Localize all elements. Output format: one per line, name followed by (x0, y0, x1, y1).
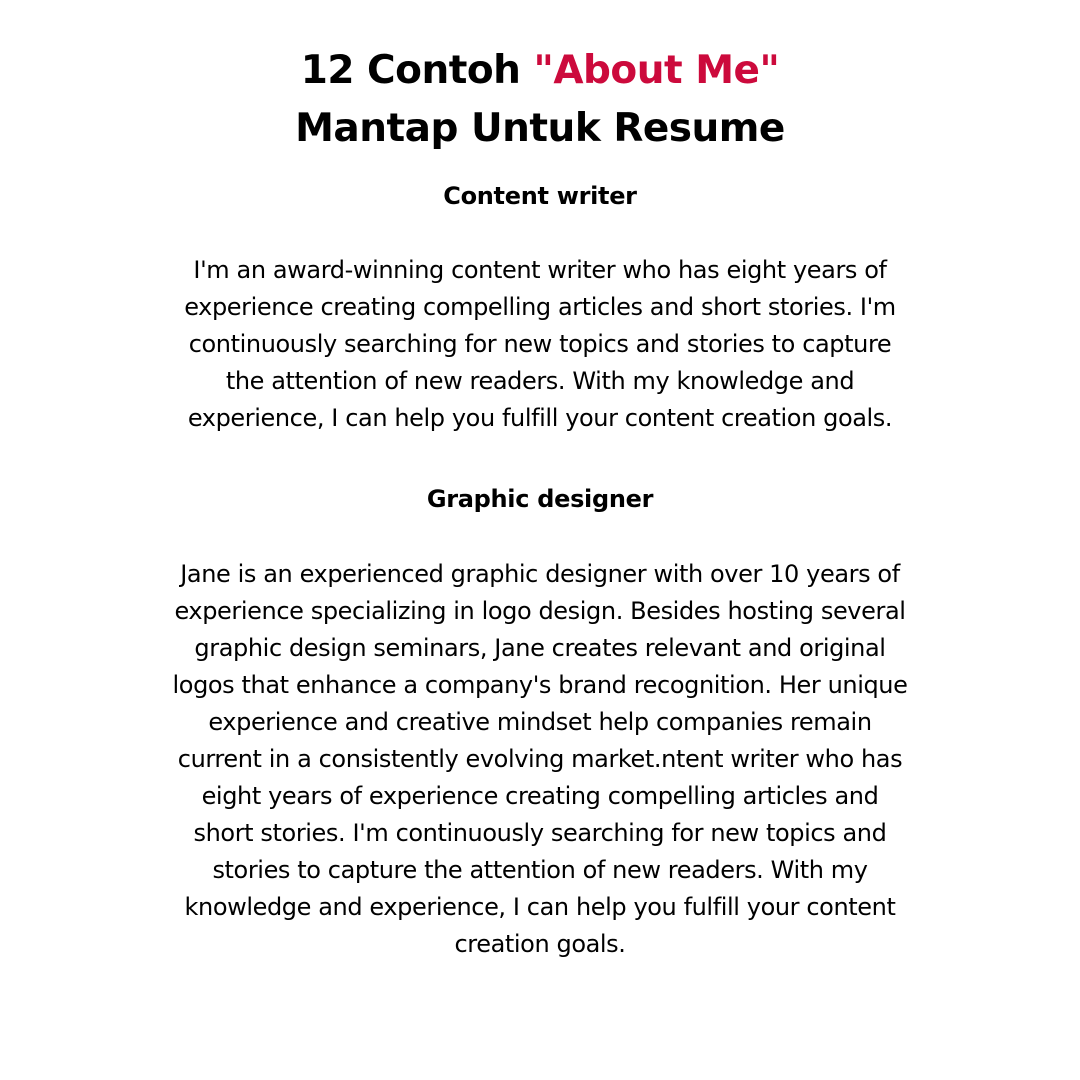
title-accent: "About Me" (533, 48, 780, 93)
section-body-graphic-designer: Jane is an experienced graphic designer with over 10 years of experience specializing in logo design. Besides hosting several graphic design seminars, Jane creates relevant and original logos that enhance a company's brand recognition. Her unique experience and creative mindset help companies remain current in a consistently evolving market.ntent writer who has eight years of experience creating compelling articles and short stories. I'm continuously searching for new topics and stories to capture the attention of new readers. With my knowledge and experience, I can help you fulfill your content creation goals. (172, 560, 908, 958)
page-title (0, 42, 1080, 158)
section-heading-graphic-designer: Graphic designer (426, 485, 654, 513)
title-line-2: Mantap Untuk Resume (295, 106, 785, 151)
section-body-content-writer: I'm an award-winning content writer who has eight years of experience creating compelling articles and short stories. I'm continuously searching for new topics and stories to capture the attention of new readers. With my knowledge and experience, I can help you fulfill your content creation goals. (184, 256, 896, 432)
title-prefix: 12 Contoh (300, 48, 534, 93)
title-line-1 (0, 42, 1080, 100)
section-heading-content-writer: Content writer (443, 182, 637, 210)
